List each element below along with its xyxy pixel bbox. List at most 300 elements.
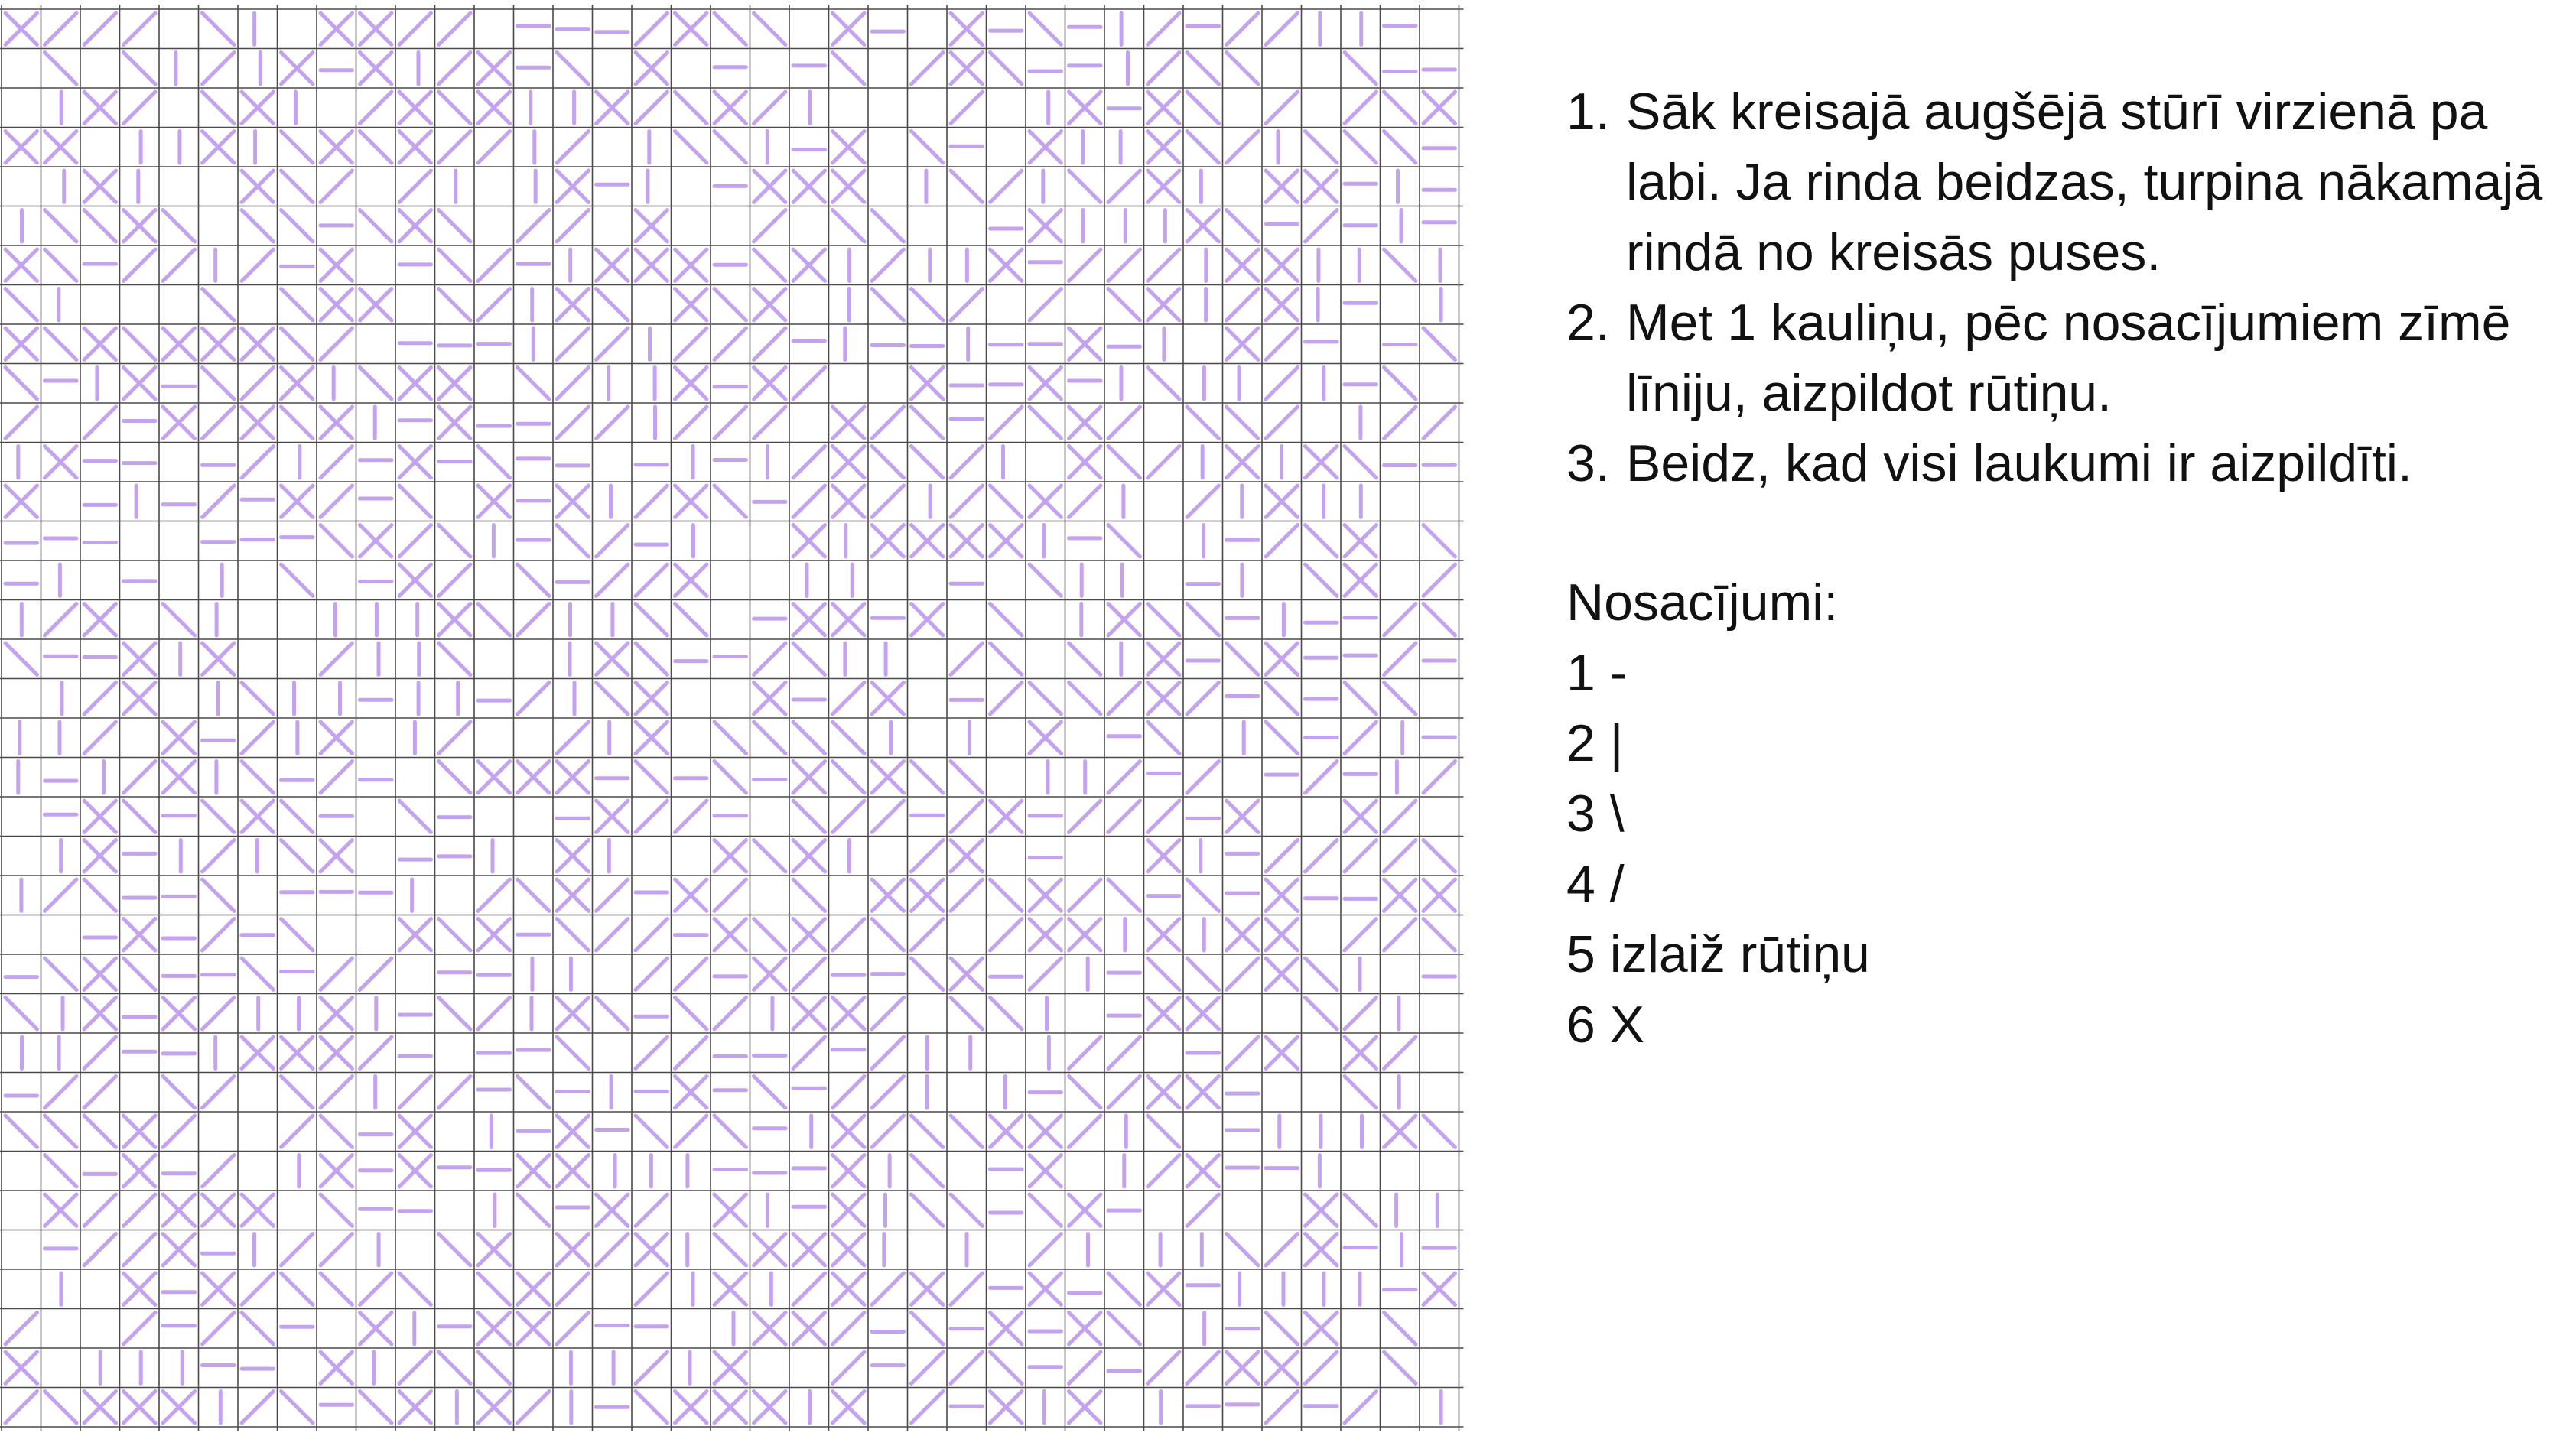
mark-backslash [951, 998, 983, 1030]
mark-slash [793, 486, 825, 518]
mark-slash [203, 1155, 235, 1187]
mark-backslash [1306, 132, 1338, 164]
mark-backslash [1266, 683, 1298, 715]
mark-backslash [1029, 1194, 1062, 1226]
mark-slash [1187, 683, 1219, 715]
mark-slash [951, 486, 983, 518]
mark-backslash [439, 210, 471, 242]
mark-backslash [951, 762, 983, 794]
mark-slash [557, 1313, 589, 1345]
mark-backslash [1069, 1077, 1101, 1109]
mark-slash [320, 328, 353, 360]
mark-backslash [1029, 407, 1062, 439]
mark-backslash [1423, 525, 1456, 557]
mark-slash [1029, 289, 1062, 321]
mark-backslash [912, 132, 944, 164]
mark-backslash [1384, 132, 1416, 164]
mark-backslash [439, 525, 471, 557]
mark-backslash [45, 1155, 77, 1187]
mark-backslash [912, 289, 944, 321]
mark-backslash [1227, 1234, 1259, 1266]
mark-slash [84, 13, 116, 45]
mark-backslash [360, 210, 392, 242]
mark-slash [203, 998, 235, 1030]
mark-backslash [281, 564, 314, 596]
mark-slash [1069, 879, 1101, 911]
mark-backslash [1423, 328, 1456, 360]
mark-backslash [636, 643, 668, 675]
mark-slash [597, 328, 629, 360]
mark-backslash [45, 958, 77, 990]
mark-slash [1345, 840, 1377, 872]
mark-slash [951, 643, 983, 675]
mark-slash [399, 171, 431, 203]
mark-backslash [281, 1273, 314, 1305]
mark-slash [84, 407, 116, 439]
mark-slash [675, 407, 707, 439]
mark-slash [84, 1037, 116, 1069]
mark-backslash [1108, 525, 1140, 557]
mark-slash [320, 762, 353, 794]
mark-backslash [518, 368, 550, 400]
mark-slash [675, 1116, 707, 1148]
mark-slash [872, 407, 904, 439]
mark-slash [1384, 919, 1416, 951]
mark-backslash [597, 998, 629, 1030]
mark-backslash [124, 801, 156, 833]
mark-slash [399, 13, 431, 45]
mark-backslash [5, 998, 37, 1030]
mark-slash [1266, 92, 1298, 124]
mark-slash [990, 683, 1023, 715]
mark-slash [242, 722, 274, 754]
mark-backslash [281, 289, 314, 321]
mark-slash [163, 1116, 195, 1148]
step-text: Beidz, kad visi laukumi ir aizpildīti. [1626, 434, 2412, 492]
mark-backslash [242, 958, 274, 990]
mark-backslash [45, 328, 77, 360]
mark-slash [990, 919, 1023, 951]
mark-slash [754, 407, 786, 439]
mark-slash [1069, 486, 1101, 518]
mark-backslash [833, 722, 865, 754]
mark-backslash [754, 722, 786, 754]
mark-slash [1266, 13, 1298, 45]
mark-backslash [793, 879, 825, 911]
mark-backslash [203, 13, 235, 45]
mark-backslash [1108, 289, 1140, 321]
mark-slash [557, 368, 589, 400]
mark-slash [124, 1194, 156, 1226]
mark-slash [478, 132, 510, 164]
mark-backslash [990, 486, 1023, 518]
instructions-panel [1566, 76, 2561, 1060]
mark-backslash [124, 958, 156, 990]
mark-slash [636, 1273, 668, 1305]
mark-backslash [439, 249, 471, 281]
mark-backslash [1306, 525, 1338, 557]
mark-slash [636, 958, 668, 990]
mark-backslash [1345, 1077, 1377, 1109]
mark-slash [636, 564, 668, 596]
mark-slash [793, 447, 825, 479]
mark-backslash [163, 210, 195, 242]
step-1 [1566, 76, 2561, 288]
mark-backslash [1108, 1313, 1140, 1345]
mark-slash [1227, 13, 1259, 45]
mark-backslash [1345, 132, 1377, 164]
mark-backslash [163, 604, 195, 636]
mark-slash [45, 13, 77, 45]
mark-slash [793, 368, 825, 400]
mark-backslash [1148, 368, 1180, 400]
mark-slash [439, 53, 471, 85]
mark-backslash [1266, 722, 1298, 754]
mark-backslash [833, 53, 865, 85]
mark-slash [360, 1037, 392, 1069]
mark-backslash [439, 762, 471, 794]
mark-slash [399, 525, 431, 557]
mark-backslash [912, 1116, 944, 1148]
mark-backslash [439, 998, 471, 1030]
mark-backslash [320, 1194, 353, 1226]
mark-slash [1029, 1234, 1062, 1266]
mark-slash [320, 447, 353, 479]
mark-backslash [912, 1194, 944, 1226]
mark-slash [1266, 1392, 1298, 1424]
mark-slash [203, 1313, 235, 1345]
mark-backslash [872, 919, 904, 951]
mark-slash [1148, 249, 1180, 281]
mark-slash [597, 525, 629, 557]
conditions-block [1566, 567, 2561, 1060]
mark-slash [754, 328, 786, 360]
mark-backslash [675, 132, 707, 164]
mark-slash [45, 879, 77, 911]
mark-slash [714, 328, 746, 360]
mark-slash [84, 1194, 116, 1226]
mark-backslash [636, 1116, 668, 1148]
mark-slash [1266, 525, 1298, 557]
mark-backslash [203, 92, 235, 124]
mark-slash [45, 1077, 77, 1109]
mark-backslash [399, 486, 431, 518]
mark-backslash [1345, 1194, 1377, 1226]
mark-slash [557, 328, 589, 360]
mark-slash [203, 486, 235, 518]
mark-backslash [1306, 564, 1338, 596]
mark-backslash [990, 1352, 1023, 1384]
mark-backslash [636, 1392, 668, 1424]
mark-backslash [793, 722, 825, 754]
mark-backslash [281, 801, 314, 833]
mark-slash [124, 13, 156, 45]
condition-1: 1 - [1566, 644, 1628, 702]
mark-slash [714, 998, 746, 1030]
mark-backslash [1148, 958, 1180, 990]
mark-slash [1069, 249, 1101, 281]
mark-slash [1266, 1234, 1298, 1266]
condition-3: 3 \ [1566, 785, 1625, 843]
mark-slash [1069, 801, 1101, 833]
condition-4: 4 / [1566, 855, 1625, 913]
mark-slash [675, 958, 707, 990]
mark-backslash [1148, 722, 1180, 754]
mark-backslash [675, 92, 707, 124]
mark-slash [951, 92, 983, 124]
mark-slash [597, 564, 629, 596]
mark-slash [833, 683, 865, 715]
mark-backslash [1187, 407, 1219, 439]
mark-slash [439, 13, 471, 45]
mark-backslash [45, 210, 77, 242]
mark-backslash [5, 368, 37, 400]
mark-slash [1345, 998, 1377, 1030]
mark-slash [1108, 762, 1140, 794]
mark-backslash [439, 1352, 471, 1384]
mark-slash [912, 1392, 944, 1424]
mark-backslash [360, 368, 392, 400]
mark-backslash [124, 53, 156, 85]
mark-backslash [518, 564, 550, 596]
mark-slash [557, 722, 589, 754]
mark-slash [597, 1234, 629, 1266]
mark-backslash [872, 210, 904, 242]
mark-slash [84, 1077, 116, 1109]
mark-slash [1108, 1037, 1140, 1069]
mark-backslash [1108, 1273, 1140, 1305]
mark-backslash [281, 328, 314, 360]
mark-backslash [990, 879, 1023, 911]
mark-slash [557, 132, 589, 164]
mark-slash [1266, 840, 1298, 872]
mark-slash [793, 1273, 825, 1305]
mark-slash [872, 1273, 904, 1305]
mark-slash [951, 447, 983, 479]
mark-backslash [557, 525, 589, 557]
mark-backslash [912, 1155, 944, 1187]
mark-slash [320, 1234, 353, 1266]
mark-backslash [951, 1116, 983, 1148]
mark-slash [833, 1077, 865, 1109]
mark-backslash [636, 762, 668, 794]
mark-slash [281, 1234, 314, 1266]
mark-backslash [1108, 447, 1140, 479]
mark-slash [242, 447, 274, 479]
mark-slash [1148, 13, 1180, 45]
mark-slash [833, 1313, 865, 1345]
mark-backslash [478, 604, 510, 636]
mark-slash [203, 1077, 235, 1109]
step-number: 1. [1566, 83, 1610, 141]
mark-backslash [1306, 998, 1338, 1030]
mark-backslash [1384, 368, 1416, 400]
condition-5: 5 izlaiž rūtiņu [1566, 925, 1870, 983]
mark-slash [1384, 407, 1416, 439]
mark-slash [636, 1352, 668, 1384]
mark-backslash [872, 289, 904, 321]
mark-slash [1306, 1352, 1338, 1384]
mark-slash [636, 1037, 668, 1069]
mark-backslash [1423, 604, 1456, 636]
mark-backslash [597, 683, 629, 715]
mark-slash [912, 840, 944, 872]
mark-backslash [1345, 683, 1377, 715]
mark-slash [320, 958, 353, 990]
mark-slash [1187, 1194, 1219, 1226]
mark-backslash [124, 328, 156, 360]
mark-slash [1187, 1352, 1219, 1384]
mark-slash [1148, 53, 1180, 85]
mark-slash [833, 801, 865, 833]
mark-backslash [1069, 643, 1101, 675]
mark-backslash [1148, 604, 1180, 636]
mark-backslash [5, 643, 37, 675]
mark-backslash [833, 210, 865, 242]
mark-slash [439, 132, 471, 164]
mark-slash [5, 1392, 37, 1424]
mark-backslash [912, 762, 944, 794]
mark-backslash [1148, 1116, 1180, 1148]
mark-backslash [912, 1313, 944, 1345]
mark-slash [5, 1313, 37, 1345]
mark-backslash [1384, 1352, 1416, 1384]
mark-backslash [5, 289, 37, 321]
mark-backslash [557, 53, 589, 85]
mark-backslash [281, 132, 314, 164]
mark-backslash [163, 1077, 195, 1109]
mark-backslash [754, 13, 786, 45]
mark-backslash [1187, 958, 1219, 990]
mark-backslash [45, 53, 77, 85]
mark-backslash [518, 1194, 550, 1226]
mark-slash [872, 801, 904, 833]
mark-slash [281, 1116, 314, 1148]
mark-slash [912, 1352, 944, 1384]
mark-slash [320, 171, 353, 203]
mark-backslash [1384, 683, 1416, 715]
mark-backslash [281, 210, 314, 242]
mark-slash [124, 1313, 156, 1345]
mark-slash [1227, 132, 1259, 164]
mark-backslash [360, 132, 392, 164]
mark-slash [203, 53, 235, 85]
mark-slash [1069, 1116, 1101, 1148]
mark-slash [320, 643, 353, 675]
step-text: Met 1 kauliņu, pēc nosacījumiem zīmē līniju, aizpildot rūtiņu. [1626, 294, 2511, 422]
step-text: Sāk kreisajā augšējā stūrī virzienā pa labi. Ja rinda beidzas, turpina nākamajā rindā no kreisās puses. [1626, 83, 2543, 281]
mark-backslash [1384, 249, 1416, 281]
mark-backslash [1423, 919, 1456, 951]
mark-slash [951, 1352, 983, 1384]
mark-slash [5, 407, 37, 439]
mark-slash [833, 1352, 865, 1384]
mark-slash [1384, 840, 1416, 872]
mark-backslash [714, 486, 746, 518]
mark-slash [124, 762, 156, 794]
condition-2: 2 | [1566, 714, 1624, 772]
mark-backslash [478, 1273, 510, 1305]
mark-slash [557, 210, 589, 242]
step-3 [1566, 428, 2561, 499]
mark-backslash [912, 958, 944, 990]
mark-backslash [1187, 879, 1219, 911]
mark-backslash [84, 1116, 116, 1148]
mark-slash [1345, 92, 1377, 124]
mark-backslash [399, 1273, 431, 1305]
step-number: 3. [1566, 434, 1610, 492]
mark-slash [399, 1077, 431, 1109]
mark-backslash [518, 1077, 550, 1109]
mark-slash [124, 92, 156, 124]
mark-slash [557, 1273, 589, 1305]
mark-backslash [1227, 643, 1259, 675]
mark-backslash [242, 210, 274, 242]
mark-slash [84, 683, 116, 715]
mark-slash [636, 1194, 668, 1226]
mark-slash [518, 1392, 550, 1424]
mark-backslash [320, 525, 353, 557]
mark-slash [439, 1077, 471, 1109]
mark-backslash [45, 249, 77, 281]
mark-slash [872, 1037, 904, 1069]
mark-slash [872, 1116, 904, 1148]
mark-backslash [242, 762, 274, 794]
mark-slash [1345, 722, 1377, 754]
mark-slash [912, 53, 944, 85]
mark-slash [990, 171, 1023, 203]
mark-slash [951, 879, 983, 911]
mark-backslash [1029, 564, 1062, 596]
mark-slash [1148, 447, 1180, 479]
mark-slash [636, 92, 668, 124]
mark-slash [1266, 328, 1298, 360]
step-2 [1566, 288, 2561, 428]
mark-backslash [714, 132, 746, 164]
mark-slash [1187, 486, 1219, 518]
mark-backslash [399, 801, 431, 833]
mark-backslash [675, 604, 707, 636]
mark-slash [557, 407, 589, 439]
mark-slash [675, 1037, 707, 1069]
mark-slash [1108, 249, 1140, 281]
mark-slash [439, 722, 471, 754]
mark-backslash [281, 919, 314, 951]
mark-backslash [1423, 840, 1456, 872]
mark-backslash [439, 289, 471, 321]
mark-slash [1108, 683, 1140, 715]
mark-backslash [518, 879, 550, 911]
mark-slash [478, 289, 510, 321]
mark-slash [1306, 840, 1338, 872]
mark-backslash [320, 1273, 353, 1305]
mark-slash [320, 486, 353, 518]
mark-slash [242, 249, 274, 281]
mark-slash [1108, 1077, 1140, 1109]
mark-slash [1423, 762, 1456, 794]
mark-slash [203, 919, 235, 951]
mark-backslash [320, 1116, 353, 1148]
mark-slash [1227, 289, 1259, 321]
mark-backslash [1384, 1313, 1416, 1345]
mark-slash [1266, 368, 1298, 400]
mark-slash [754, 210, 786, 242]
mark-backslash [478, 1352, 510, 1384]
condition-6: 6 X [1566, 996, 1645, 1054]
mark-slash [518, 604, 550, 636]
mark-slash [714, 879, 746, 911]
mark-slash [636, 919, 668, 951]
